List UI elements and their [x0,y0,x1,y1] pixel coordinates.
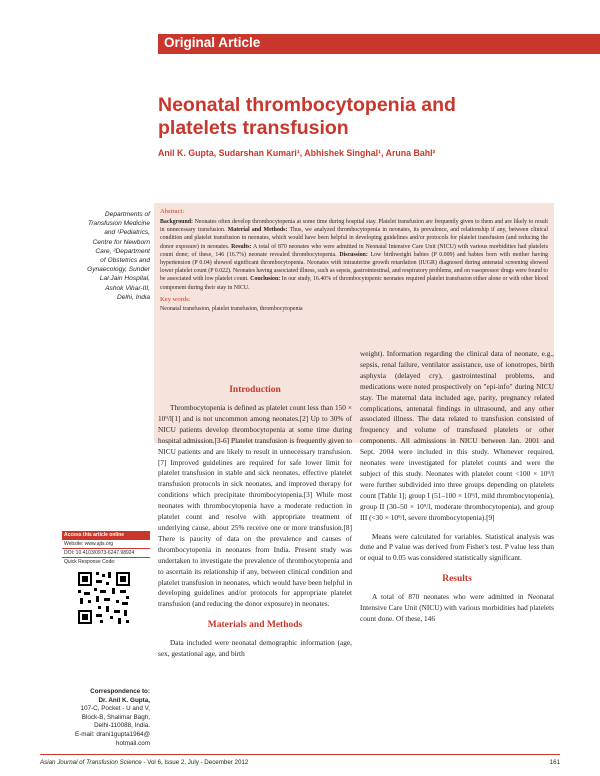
statistics-paragraph: Means were calculated for variables. Statistical analysis was done and P value was derived from Fisher's test. P value less than or equal to 0.05 was considered statistically significant. [360,531,554,563]
affiliation-line: Care, ²Department [95,247,150,255]
abstract-methods: Thus, we analyzed thrombocytopenia in neonates, its prevalence, and relationship if any, between clinical condition and platelet transfusion in neonates, which would have been helpful in developing guidelines and/or protocols for platelet transfusion (and reducing the donor exposure) in neonates. [160,227,548,250]
abstract-conclusion: In our study, 16.40% of thrombocytopenic neonates required platelet transfusion either alone or with other blood component during their stay in NICU. [160,276,548,291]
abstract-results: A total of 870 neonates who were admitted in Neonatal Intensive Care Unit (NICU) with various morbidities had platelets count done; of these, 146 (16.7%) neonate revealed thrombocytopenia. [160,243,548,258]
methods-heading: Materials and Methods [207,620,303,631]
article-type-banner [158,34,600,54]
correspondence-address: Block-B, Shalimar Bagh, [81,713,150,721]
affiliation-line: Departments of [104,211,150,218]
access-header: Access this article online [62,531,150,540]
correspondence-address: 107-C, Pocket - U and V, [80,705,150,713]
affiliation-line: Gynaecology, Sunder [87,266,150,274]
footer-journal-name: Asian Journal of Transfusion Science [40,759,142,766]
abstract-methods-label: Material and Methods: [227,227,288,234]
correspondence-label: Correspondence to: [90,688,150,695]
correspondence-email[interactable]: hotmail.com [116,739,150,747]
abstract-results-label: Results: [231,243,252,250]
abstract-background: Neonates often develop thrombocytopenia at some time during hospital stay. Platelet transfusion are frequently given to them and are likely to result in unnecessary transfusion. [160,219,548,234]
access-online-box [62,531,150,626]
keywords-text: Neonatal transfusion, platelet transfusion, thrombocytopenia [160,305,303,312]
results-paragraph: A total of 870 neonates who were admitted in Neonatal Intensive Care Unit (NICU) with various morbidities had platelets count done. Of these, 146 [360,592,554,624]
access-website[interactable]: Website: www.ajts.org [62,540,150,549]
correspondence-email[interactable]: E-mail: drani1gupta1964@ [74,730,150,738]
affiliation-line: and ¹Pediatrics, [104,229,150,237]
methods-continued-paragraph: weight). Information regarding the clinical data of neonate, e.g., sepsis, renal failure, ventilator assistance, use of ionotropes, birth asphyxia (delayed cry), gastrointestinal problems, and medications were noted prospectively on "epi-info" during NICU stay. The maternal data included age, parity, pregnancy related complications, antenatal findings in ultrasound, and any other associated illness. The data related to transfusion consisted of frequency and volume of transfused platelets or other components. All admissions in NICU between Jan. 2001 and Sept. 2004 were included in this study. Whenever required, neonates were investigated for platelet counts and were the subject of this study. Neonates with platelet count <100 × 10⁹/l were further subdivided into three groups depending on platelets count [Table 1]; group I (51–100 × 10⁹/l, mild thrombocytopenia), group II (30–50 × 10⁹/l, moderate thrombocytopenia), and group III (<30 × 10⁹/l, severe thrombocytopenia).[9] [360,349,554,522]
affiliation-block [52,210,150,302]
footer-page-number: 161 [549,759,560,766]
correspondence-block [52,688,150,748]
article-title: Neonatal thrombocytopenia and platelets transfusion [158,94,456,139]
affiliation-line: Lal Jain Hospital, [99,275,150,283]
abstract-conclusion-label: Conclusion: [250,276,281,283]
body-column-right [360,349,554,633]
correspondence-address: Delhi-110088, India. [94,722,150,730]
access-doi[interactable]: DOI: 10.4103/0973-6247.98924 [62,549,150,558]
abstract-background-label: Background: [160,219,193,225]
footer-divider [40,754,560,755]
qr-label: Quick Response Code: [64,559,116,565]
body-column-left [158,381,352,668]
abstract-discussion-label: Discussion: [339,251,368,258]
correspondence-name: Dr. Anil K. Gupta, [98,696,150,704]
keywords-heading: Key words: [160,295,191,303]
affiliation-line: Centre for Newborn [92,238,150,246]
page-footer [40,759,560,766]
footer-issue: - Vol 6, Issue 2, July - December 2012 [141,759,249,766]
affiliation-line: Ashok Vihar-III, [105,284,150,292]
affiliation-line: of Obstetrics and [100,257,150,265]
abstract-discussion: Low birthweight babies (P 0.009) and babies born with mother having hypertension (P 0.04) showed significant thrombocytopenia. Neonates with intrauterine growth retardation (IUGR) diagnosed during antenatal screening showed lower platelet count (P 0.022). Neonates having associated illness, such as sepsis, gastrointestinal, and respiratory problems, and on vasopressor drugs were found to be associated with low platelet count. [160,251,548,283]
introduction-paragraph: Thrombocytopenia is defined as platelet count less than 150 × 10⁹/l[1] and is not uncommon among neonates.[2] Up to 30% of NICU patients develop thrombocytopenia at some time during hospital admission.[3-6] Platelet transfusion is frequently given to NICU patients and are likely to result in unnecessary transfusion.[7] Improved guidelines are required for safe lower limit for platelet transfusion in stable and sick neonates, effective platelet transfusion protocols in sick neonates, and improved therapy for conditions which precipitate thrombocytopenia.[3] While most neonates with thrombocytopenia have a moderate reduction in platelet count and resolve with appropriate treatment of underlying cause, about 25% receive one or more transfusion.[8] There is paucity of data on the prevalence and causes of thrombocytopenia in neonates from India. Present study was undertaken to investigate the prevalence of thrombocytopenia and to ascertain its relationship if any, between clinical condition and platelet transfusion in neonates, which would have been helpful in developing guidelines and/or protocols for appropriate platelet transfusion (and reducing the donor exposure) in neonates. [158,403,352,609]
affiliation-line: Delhi, India [117,293,150,301]
abstract-text [160,218,548,292]
methods-paragraph: Data included were neonatal demographic information (age, sex, gestational age, and birth [158,638,352,659]
results-heading: Results [442,574,472,585]
introduction-heading: Introduction [229,385,281,395]
abstract-heading: Abstract: [160,208,185,215]
article-type-label: Original Article [164,35,261,50]
author-list: Anil K. Gupta, Sudarshan Kumari¹, Abhishek Singhal¹, Aruna Bahl² [158,148,436,158]
qr-code-icon [76,570,132,626]
affiliation-line: Transfusion Medicine [87,220,150,228]
qr-code-graphic [76,570,132,626]
